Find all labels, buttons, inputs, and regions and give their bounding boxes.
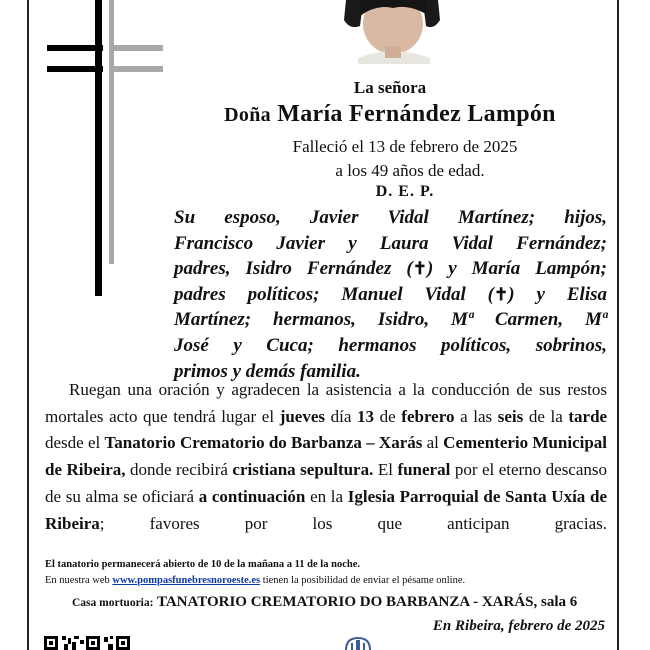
name-prefix: Doña — [224, 104, 271, 126]
rip-line: D. E. P. — [375, 183, 435, 200]
family-line: José y Cuca; hermanos políticos, sobrinos, — [174, 334, 607, 356]
deceased-cross-icon: ✝ — [493, 284, 509, 304]
family-line: Francisco Javier y Laura Vidal Fernández; — [174, 232, 607, 254]
web-notice: En nuestra web www.pompasfunebresnoroeste.es tienen la posibilidad de enviar el pésame online. — [45, 575, 466, 586]
intro-line: La señora — [353, 78, 427, 97]
deceased-name: María Fernández Lampón — [277, 101, 556, 127]
funeral-home-line — [72, 594, 577, 611]
cross-bar-grey-bottom — [109, 66, 163, 72]
frame-right-border — [617, 0, 619, 650]
family-line: padres políticos; Manuel Vidal (✝) y Elisa — [174, 283, 607, 305]
cross-bar-black-top — [47, 45, 103, 51]
frame-left-border — [27, 0, 29, 650]
website-link[interactable]: www.pompasfunebresnoroeste.es — [112, 575, 261, 586]
deceased-name-line — [170, 101, 610, 128]
cross-bar-black-bottom — [47, 66, 103, 72]
ceremony-paragraph: Ruegan una oración y agradecen la asistencia a la conducción de sus restos mortales acto que tendrá lugar el jueves día 13 de febrero a las seis de la tarde desde el Tanatorio Crematorio do Barbanza – Xarás al Cementerio Municipal de Ribeira, donde recibirá cristiana sepultura. El funeral por el eterno descanso de su alma se oficiará a continuación en la Iglesia Parroquial de Santa Uxía de Ribeira; favores por los que anticipan gracias. — [45, 380, 608, 533]
death-date: Falleció el 13 de febrero de 2025 — [292, 137, 518, 156]
family-line: Martínez; hermanos, Isidro, Mª Carmen, Mª — [174, 309, 607, 331]
deceased-photo — [338, 0, 448, 64]
qr-code-icon[interactable] — [44, 634, 130, 650]
place-date: En Ribeira, febrero de 2025 — [432, 618, 605, 634]
opening-hours: El tanatorio permanecerá abierto de 10 de la mañana a 11 de la noche. — [45, 559, 360, 570]
emblem-icon — [343, 636, 373, 650]
family-line: primos y demás familia. — [174, 360, 361, 382]
funeral-home-value: TANATORIO CREMATORIO DO BARBANZA - XARÁS, sala 6 — [156, 594, 578, 610]
cross-vertical-grey — [109, 0, 114, 264]
age-line: a los 49 años de edad. — [335, 161, 485, 180]
deceased-cross-icon: ✝ — [412, 259, 427, 279]
cross-bar-grey-top — [109, 45, 163, 51]
family-line: Su esposo, Javier Vidal Martínez; hijos, — [174, 207, 607, 228]
funeral-home-label: Casa mortuoria: — [72, 597, 154, 609]
family-members — [174, 205, 607, 384]
family-line: padres, Isidro Fernández (✝) y María Lampón; — [174, 258, 607, 280]
